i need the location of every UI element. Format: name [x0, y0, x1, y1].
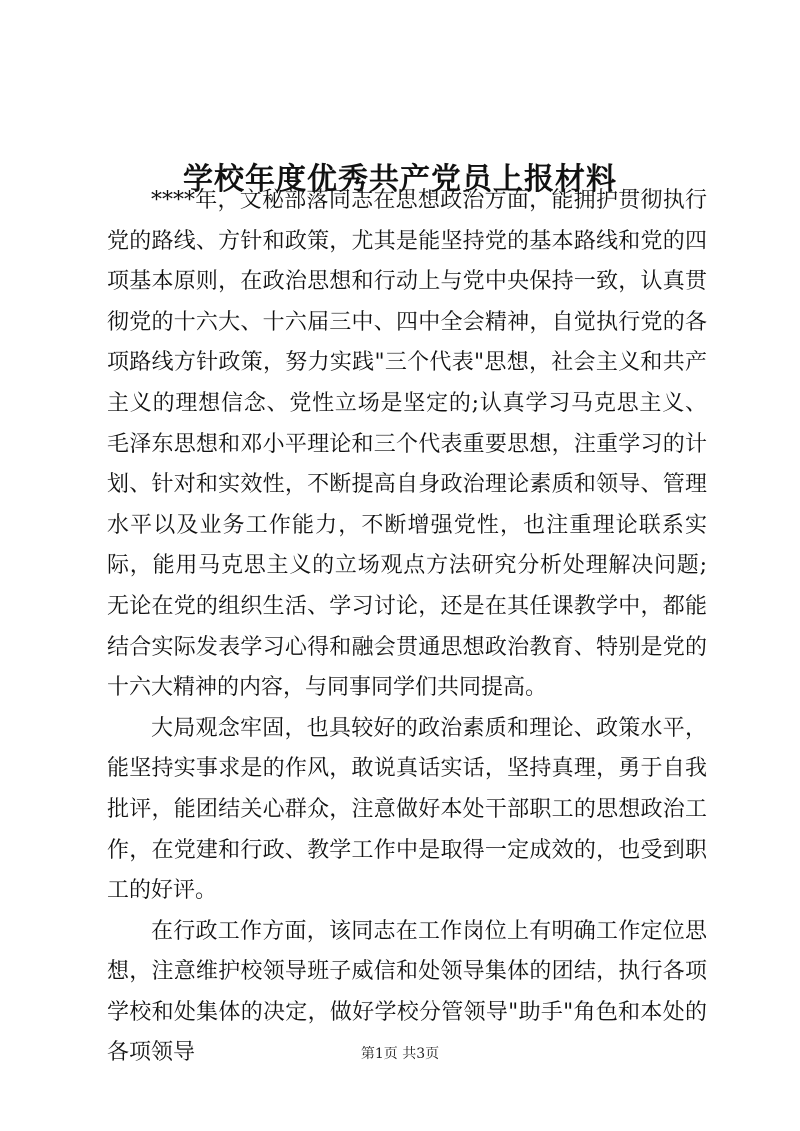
paragraph-2: 大局观念牢固，也具较好的政治素质和理论、政策水平，能坚持实事求是的作风，敢说真话实话，坚持真理，勇于自我批评，能团结关心群众，注意做好本处干部职工的思想政治工作，在党建和行政、教学工作中是取得一定成效的，也受到职工的好评。 — [107, 715, 707, 904]
document-title: 学校年度优秀共产党员上报材料 — [183, 162, 617, 198]
paragraph-3: 在行政工作方面，该同志在工作岗位上有明确工作定位思想，注意维护校领导班子威信和处领导集体的团结，执行各项学校和处集体的决定，做好学校分管领导"助手"角色和本处的各项领导 — [107, 918, 707, 1066]
paragraph-1: ****年，文秘部落同志在思想政治方面，能拥护贯彻执行党的路线、方针和政策，尤其是能坚持党的基本路线和党的四项基本原则，在政治思想和行动上与党中央保持一致，认真贯彻党的十六大、十六届三中、四中全会精神，自觉执行党的各项路线方针政策，努力实践"三个代表"思想，社会主义和共产主义的理想信念、党性立场是坚定的;认真学习马克思主义、毛泽东思想和邓小平理论和三个代表重要思想，注重学习的计划、针对和实效性，不断提高自身政治理论素质和领导、管理水平以及业务工作能力，不断增强党性，也注重理论联系实际，能用马克思主义的立场观点方法研究分析处理解决问题;无论在党的组织生活、学习讨论，还是在其任课教学中，都能结合实际发表学习心得和融会贯通思想政治教育、特别是党的十六大精神的内容，与同事同学们共同提高。 — [107, 188, 707, 701]
document-body — [107, 181, 707, 1074]
page-footer: 第1页 共3页 — [360, 1046, 440, 1062]
